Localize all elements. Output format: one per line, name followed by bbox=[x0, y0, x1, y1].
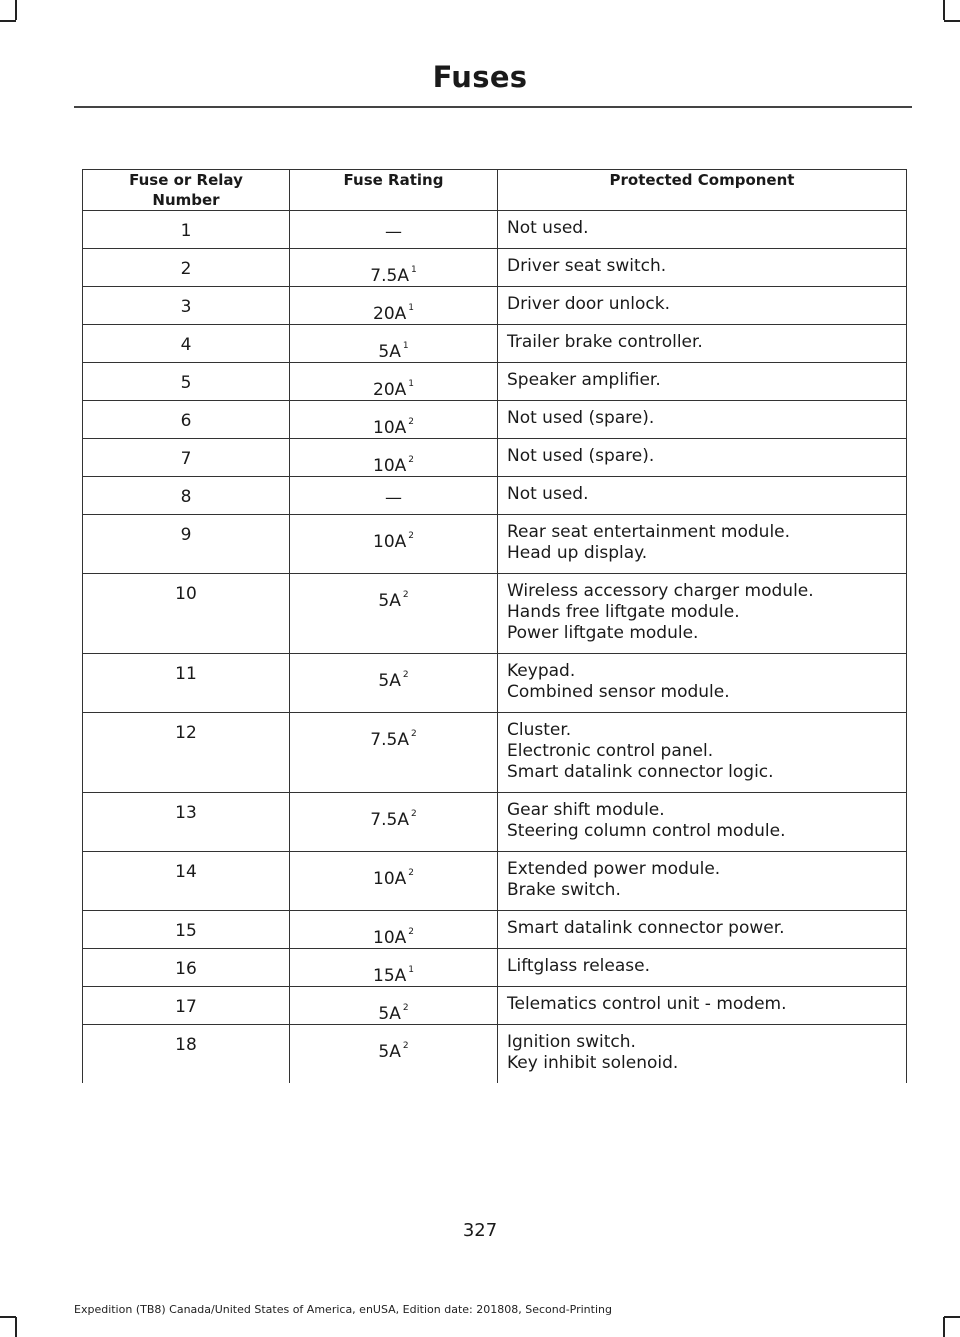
component-line: Steering column control module. bbox=[507, 821, 786, 841]
crop-mark bbox=[15, 0, 17, 20]
fuse-rating bbox=[290, 987, 498, 1025]
crop-mark bbox=[944, 20, 960, 22]
fuse-number: 12 bbox=[83, 713, 290, 793]
crop-mark bbox=[944, 1316, 960, 1318]
fuse-rating bbox=[290, 439, 498, 477]
footnote-marker: 2 bbox=[408, 868, 414, 878]
table-row bbox=[83, 363, 907, 401]
fuse-rating bbox=[290, 515, 498, 574]
table-row bbox=[83, 793, 907, 852]
column-header-fuse-rating: Fuse Rating bbox=[290, 170, 498, 211]
footnote-marker: 2 bbox=[408, 417, 414, 427]
table-row bbox=[83, 287, 907, 325]
fuse-number: 4 bbox=[83, 325, 290, 363]
fuse-number: 3 bbox=[83, 287, 290, 325]
protected-component bbox=[498, 401, 907, 439]
component-line: Smart datalink connector logic. bbox=[507, 762, 774, 782]
fuse-rating-value: — bbox=[385, 488, 402, 508]
fuse-rating-value: 7.5A bbox=[370, 730, 409, 750]
fuse-number: 8 bbox=[83, 477, 290, 515]
fuse-rating-value: 7.5A bbox=[370, 810, 409, 830]
footnote-marker: 1 bbox=[408, 965, 414, 975]
component-line: Wireless accessory charger module. bbox=[507, 581, 814, 601]
component-line: Not used. bbox=[507, 484, 589, 504]
table-row bbox=[83, 852, 907, 911]
fuse-number: 9 bbox=[83, 515, 290, 574]
table-row bbox=[83, 401, 907, 439]
fuse-number: 5 bbox=[83, 363, 290, 401]
table-row bbox=[83, 911, 907, 949]
crop-mark bbox=[0, 1316, 16, 1318]
component-line: Smart datalink connector power. bbox=[507, 918, 785, 938]
crop-mark bbox=[943, 0, 945, 20]
protected-component bbox=[498, 211, 907, 249]
footnote-marker: 2 bbox=[408, 531, 414, 541]
table-row bbox=[83, 654, 907, 713]
fuse-number: 10 bbox=[83, 574, 290, 654]
fuse-rating bbox=[290, 477, 498, 515]
component-line: Cluster. bbox=[507, 720, 572, 740]
fuse-rating-value: 7.5A bbox=[370, 266, 409, 286]
fuse-number: 1 bbox=[83, 211, 290, 249]
edition-footer: Expedition (TB8) Canada/United States of America, enUSA, Edition date: 201808, Second-Printing bbox=[74, 1303, 612, 1316]
footnote-marker: 1 bbox=[402, 341, 409, 351]
fuse-number: 18 bbox=[83, 1025, 290, 1084]
fuse-rating-value: 20A bbox=[373, 304, 407, 324]
fuse-rating bbox=[290, 654, 498, 713]
protected-component bbox=[498, 363, 907, 401]
component-line: Ignition switch. bbox=[507, 1032, 636, 1052]
footnote-marker: 2 bbox=[402, 670, 409, 680]
protected-component bbox=[498, 477, 907, 515]
protected-component bbox=[498, 249, 907, 287]
table-row bbox=[83, 515, 907, 574]
fuse-rating-value: 5A bbox=[378, 1004, 401, 1024]
fuse-rating-value: 10A bbox=[373, 869, 407, 889]
fuse-number: 11 bbox=[83, 654, 290, 713]
fuse-number: 6 bbox=[83, 401, 290, 439]
protected-component bbox=[498, 1025, 907, 1084]
fuse-rating-value: 5A bbox=[378, 342, 401, 362]
fuse-rating-value: 10A bbox=[373, 532, 407, 552]
component-line: Key inhibit solenoid. bbox=[507, 1053, 679, 1073]
crop-mark bbox=[0, 20, 16, 22]
component-line: Hands free liftgate module. bbox=[507, 602, 740, 622]
table-row bbox=[83, 325, 907, 363]
fuse-number: 14 bbox=[83, 852, 290, 911]
footnote-marker: 2 bbox=[402, 1003, 409, 1013]
component-line: Rear seat entertainment module. bbox=[507, 522, 791, 542]
protected-component bbox=[498, 987, 907, 1025]
protected-component bbox=[498, 654, 907, 713]
protected-component bbox=[498, 911, 907, 949]
component-line: Combined sensor module. bbox=[507, 682, 730, 702]
table-row bbox=[83, 1025, 907, 1084]
component-line: Gear shift module. bbox=[507, 800, 665, 820]
crop-mark bbox=[15, 1317, 17, 1337]
fuse-rating bbox=[290, 911, 498, 949]
protected-component bbox=[498, 515, 907, 574]
fuse-rating bbox=[290, 949, 498, 987]
fuse-table-header bbox=[83, 170, 907, 211]
component-line: Keypad. bbox=[507, 661, 576, 681]
protected-component bbox=[498, 852, 907, 911]
footnote-marker: 1 bbox=[410, 265, 417, 275]
fuse-table-body bbox=[83, 211, 907, 1084]
page-title: Fuses bbox=[432, 60, 528, 94]
fuse-number: 17 bbox=[83, 987, 290, 1025]
fuse-rating-value: 10A bbox=[373, 928, 407, 948]
fuse-number: 15 bbox=[83, 911, 290, 949]
fuse-rating bbox=[290, 852, 498, 911]
footnote-marker: 1 bbox=[408, 303, 414, 313]
fuse-rating bbox=[290, 401, 498, 439]
column-header-fuse-number: Fuse or Relay Number bbox=[83, 170, 290, 211]
page-number: 327 bbox=[462, 1220, 498, 1241]
component-line: Driver door unlock. bbox=[507, 294, 670, 314]
component-line: Driver seat switch. bbox=[507, 256, 667, 276]
fuse-rating-value: — bbox=[385, 222, 402, 242]
table-row bbox=[83, 574, 907, 654]
footnote-marker: 2 bbox=[402, 1041, 409, 1051]
component-line: Extended power module. bbox=[507, 859, 721, 879]
protected-component bbox=[498, 287, 907, 325]
fuse-rating bbox=[290, 211, 498, 249]
crop-mark bbox=[943, 1317, 945, 1337]
fuse-number: 2 bbox=[83, 249, 290, 287]
fuse-number: 16 bbox=[83, 949, 290, 987]
fuse-rating bbox=[290, 713, 498, 793]
protected-component bbox=[498, 949, 907, 987]
footnote-marker: 2 bbox=[408, 927, 414, 937]
footnote-marker: 2 bbox=[408, 455, 414, 465]
footnote-marker: 2 bbox=[410, 809, 417, 819]
table-row bbox=[83, 987, 907, 1025]
table-row bbox=[83, 439, 907, 477]
table-row bbox=[83, 477, 907, 515]
protected-component bbox=[498, 793, 907, 852]
component-line: Not used (spare). bbox=[507, 446, 655, 466]
fuse-rating-value: 15A bbox=[373, 966, 407, 986]
fuse-rating-value: 5A bbox=[378, 671, 401, 691]
component-line: Telematics control unit - modem. bbox=[507, 994, 787, 1014]
fuse-rating bbox=[290, 325, 498, 363]
protected-component bbox=[498, 325, 907, 363]
header-divider bbox=[74, 106, 912, 108]
protected-component bbox=[498, 574, 907, 654]
fuse-rating-value: 20A bbox=[373, 380, 407, 400]
table-row bbox=[83, 949, 907, 987]
component-line: Trailer brake controller. bbox=[507, 332, 703, 352]
table-row bbox=[83, 249, 907, 287]
fuse-number: 7 bbox=[83, 439, 290, 477]
component-line: Power liftgate module. bbox=[507, 623, 699, 643]
fuse-table bbox=[82, 169, 907, 1083]
fuse-rating bbox=[290, 249, 498, 287]
fuse-rating bbox=[290, 363, 498, 401]
component-line: Not used. bbox=[507, 218, 589, 238]
fuse-number: 13 bbox=[83, 793, 290, 852]
fuse-rating-value: 10A bbox=[373, 418, 407, 438]
column-header-protected-component: Protected Component bbox=[498, 170, 907, 211]
fuse-rating-value: 5A bbox=[378, 1042, 401, 1062]
component-line: Speaker amplifier. bbox=[507, 370, 661, 390]
footnote-marker: 2 bbox=[402, 590, 409, 600]
component-line: Brake switch. bbox=[507, 880, 621, 900]
component-line: Liftglass release. bbox=[507, 956, 650, 976]
component-line: Not used (spare). bbox=[507, 408, 655, 428]
table-row bbox=[83, 211, 907, 249]
fuse-rating bbox=[290, 287, 498, 325]
fuse-rating bbox=[290, 574, 498, 654]
fuse-rating bbox=[290, 1025, 498, 1084]
fuse-rating-value: 10A bbox=[373, 456, 407, 476]
protected-component bbox=[498, 439, 907, 477]
fuse-rating-value: 5A bbox=[378, 591, 401, 611]
component-line: Head up display. bbox=[507, 543, 648, 563]
footnote-marker: 2 bbox=[410, 729, 417, 739]
footnote-marker: 1 bbox=[408, 379, 414, 389]
table-row bbox=[83, 713, 907, 793]
protected-component bbox=[498, 713, 907, 793]
fuse-rating bbox=[290, 793, 498, 852]
component-line: Electronic control panel. bbox=[507, 741, 714, 761]
